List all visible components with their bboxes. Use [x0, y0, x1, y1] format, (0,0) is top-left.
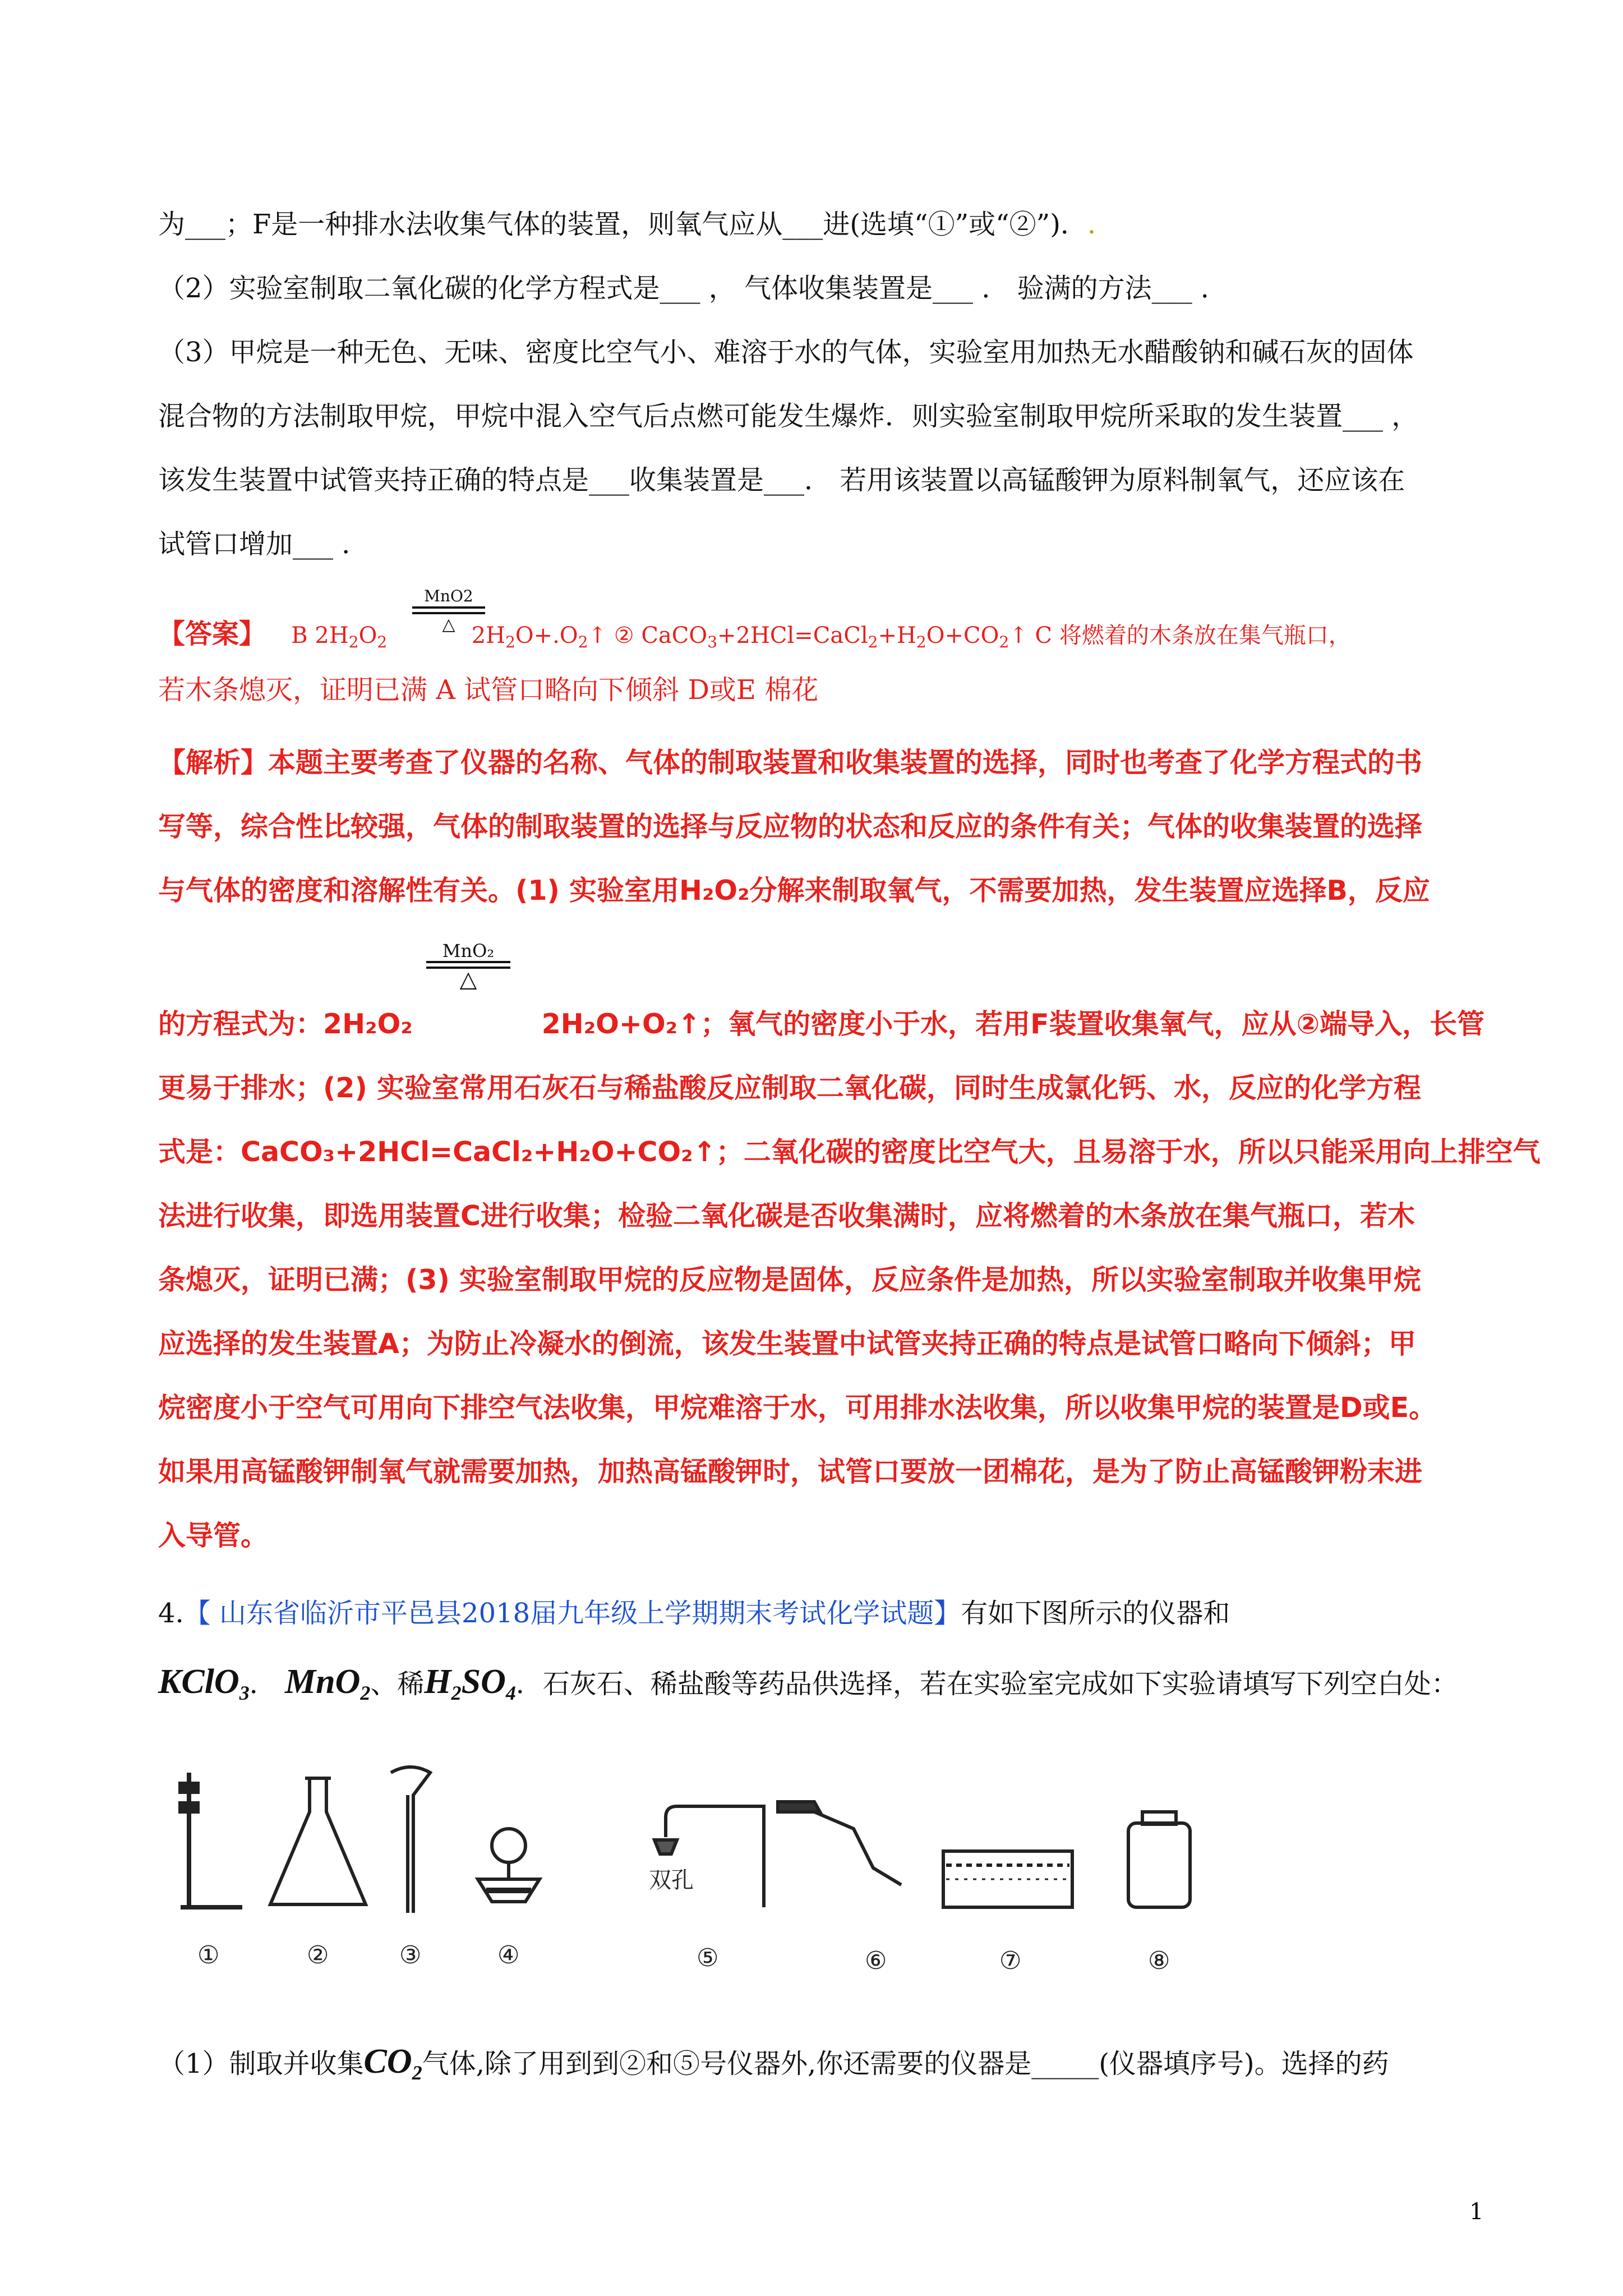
analysis-line-12: 入导管。 — [158, 1520, 269, 1552]
question-line-5: 该发生装置中试管夹持正确的特点是___收集装置是___． 若用该装置以高锰酸钾为原料制氧气，还应该在 — [158, 464, 1405, 496]
delivery-tube-icon — [666, 1802, 901, 1907]
label-4: ④ — [497, 1941, 520, 1970]
stopper-icon — [649, 1840, 694, 1893]
question-text: 有如下图所示的仪器和 — [961, 1598, 1230, 1629]
formula-mno2: MnO — [285, 1663, 361, 1701]
analysis-line-8: 条熄灭，证明已满；(3) 实验室制取甲烷的反应物是固体，反应条件是加热，所以实验室制取并收集甲烷 — [158, 1264, 1421, 1296]
water-trough-icon — [943, 1851, 1072, 1907]
question-text: （1）制取并收集 — [158, 2048, 364, 2079]
question-line-3: （3）甲烷是一种无色、无味、密度比空气小、难溶于水的气体，实验室用加热无水醋酸钠和碱石灰的固体 — [158, 337, 1414, 368]
catalyst-label: MnO₂ — [442, 940, 495, 961]
formula-h2so4: H — [424, 1663, 451, 1701]
question-text: 为___；F是一种排水法收集气体的装置，则氧气应从___进(选填“①”或“②”)． — [158, 209, 1087, 240]
analysis-line-4 — [158, 1007, 1484, 1041]
analysis-text: 2H₂O+O₂↑；氧气的密度小于水，若用F装置收集氧气，应从②端导入，长管 — [541, 1008, 1485, 1040]
answer-text: +2HCl=CaCl — [717, 623, 868, 648]
conical-flask-icon — [270, 1778, 366, 1904]
catalyst-label: MnO2 — [424, 587, 473, 605]
iron-stand-icon — [181, 1773, 242, 1907]
analysis-line-11: 如果用高锰酸钾制氧气就需要加热，加热高锰酸钾时，试管口要放一团棉花，是为了防止高锰酸钾粉末进 — [158, 1456, 1423, 1488]
formula-subscript: 3 — [239, 1682, 250, 1704]
label-5: ⑤ — [697, 1944, 719, 1972]
reaction-condition — [412, 588, 485, 634]
gas-jar-icon — [1128, 1812, 1190, 1907]
label-8: ⑧ — [1148, 1947, 1170, 1975]
formula-subscript: 2 — [360, 1682, 371, 1704]
analysis-line-9: 应选择的发生装置A；为防止冷凝水的倒流，该发生装置中试管夹持正确的特点是试管口略向下倾斜；甲 — [158, 1328, 1416, 1360]
answer-label: 【答案】 — [158, 618, 266, 650]
answer-text: ↑ C 将燃着的木条放在集气瓶口， — [1009, 623, 1351, 648]
formula-co2: CO — [363, 2042, 412, 2081]
apparatus-figure — [158, 1750, 1280, 1986]
question-line-6: 试管口增加___ ． — [158, 528, 369, 560]
analysis-line-7: 法进行收集，即选用装置C进行收集；检验二氧化碳是否收集满时，应将燃着的木条放在集气瓶口，若木 — [158, 1200, 1415, 1232]
question-line-1 — [158, 208, 1096, 241]
alcohol-lamp-icon — [478, 1829, 540, 1902]
analysis-line-1: 【解析】本题主要考查了仪器的名称、气体的制取装置和收集装置的选择，同时也考查了化学方程式的书 — [158, 747, 1423, 779]
question-text: 气体,除了用到到②和⑤号仪器外,你还需要的仪器是_____(仪器填序号)。选择的药 — [422, 2048, 1389, 2079]
label-7: ⑦ — [999, 1947, 1022, 1975]
label-2: ② — [307, 1941, 329, 1970]
analysis-line-5: 更易于排水；(2) 实验室常用石灰石与稀盐酸反应制取二氧化碳，同时生成氯化钙、水，反应的化学方程 — [158, 1072, 1421, 1104]
q4-line-2 — [158, 1665, 1458, 1710]
funnel-icon — [391, 1767, 430, 1913]
analysis-line-2: 写等，综合性比较强，气体的制取装置的选择与反应物的状态和反应的条件有关；气体的收集装置的选择 — [158, 811, 1423, 843]
separator: 、稀 — [370, 1668, 425, 1700]
stray-dot: . — [1087, 209, 1096, 240]
answer-text: B 2H — [291, 623, 349, 648]
analysis-line-6: 式是：CaCO₃+2HCl=CaCl₂+H₂O+CO₂↑；二氧化碳的密度比空气大，且易溶于水，所以只能采用向上排空气 — [158, 1136, 1541, 1168]
formula-h2so4: SO — [461, 1663, 506, 1701]
label-6: ⑥ — [865, 1947, 887, 1975]
heat-symbol: △ — [442, 615, 455, 634]
analysis-line-3: 与气体的密度和溶解性有关。(1) 实验室用H₂O₂分解来制取氧气，不需要加热，发生装置应选择B，反应 — [158, 875, 1430, 907]
answer-text: +H — [878, 623, 916, 648]
analysis-line-10: 烷密度小于空气可用向下排空气法收集，甲烷难溶于水，可用排水法收集，所以收集甲烷的装置是D或E。 — [158, 1392, 1437, 1424]
question-number: 4. — [158, 1598, 184, 1629]
answer-line-1: 【答案】 B $2H_2O_2$ $2H_2O+.O_2↑$ ② $CaCO_3+2HCl=CaCl_2+H_2O+CO_2↑$ C 将燃着的木条放在集气瓶口， — [158, 618, 1351, 651]
question-source: 【 山东省临沂市平邑县2018届九年级上学期期末考试化学试题】 — [183, 1598, 961, 1629]
question-text: ．石灰石、稀盐酸等药品供选择，若在实验室完成如下实验请填写下列空白处： — [515, 1668, 1458, 1700]
reaction-condition — [426, 940, 510, 992]
formula-subscript: 4 — [505, 1682, 516, 1704]
analysis-text: 的方程式为：2H₂O₂ — [158, 1008, 413, 1040]
heat-symbol: △ — [459, 967, 477, 992]
stopper-label: 双孔 — [649, 1867, 694, 1893]
answer-text: O+.O — [515, 623, 578, 648]
label-1: ① — [197, 1941, 220, 1970]
question-line-4: 混合物的方法制取甲烷，甲烷中混入空气后点燃可能发生爆炸．则实验室制取甲烷所采取的发生装置___ ， — [158, 401, 1419, 432]
answer-text: 2H — [471, 623, 506, 648]
answer-text: ↑ ② CaCO — [588, 623, 708, 648]
answer-line-2: 若木条熄灭，证明已满 A 试管口略向下倾斜 D或E 棉花 — [158, 674, 819, 706]
formula-subscript: 2 — [412, 2062, 422, 2084]
question-line-2: （2）实验室制取二氧化碳的化学方程式是___ ， 气体收集装置是___ ． 验满的方法___ ． — [158, 273, 1228, 304]
label-3: ③ — [399, 1941, 422, 1970]
formula-subscript: 2 — [451, 1682, 462, 1704]
page-number: 1 — [1469, 2199, 1484, 2225]
q4-subquestion-1 — [158, 2042, 1389, 2090]
answer-text: O+CO — [926, 623, 999, 648]
formula-kclo3: KClO — [158, 1663, 239, 1701]
q4-header — [158, 1596, 1230, 1630]
separator: ． — [249, 1668, 276, 1700]
